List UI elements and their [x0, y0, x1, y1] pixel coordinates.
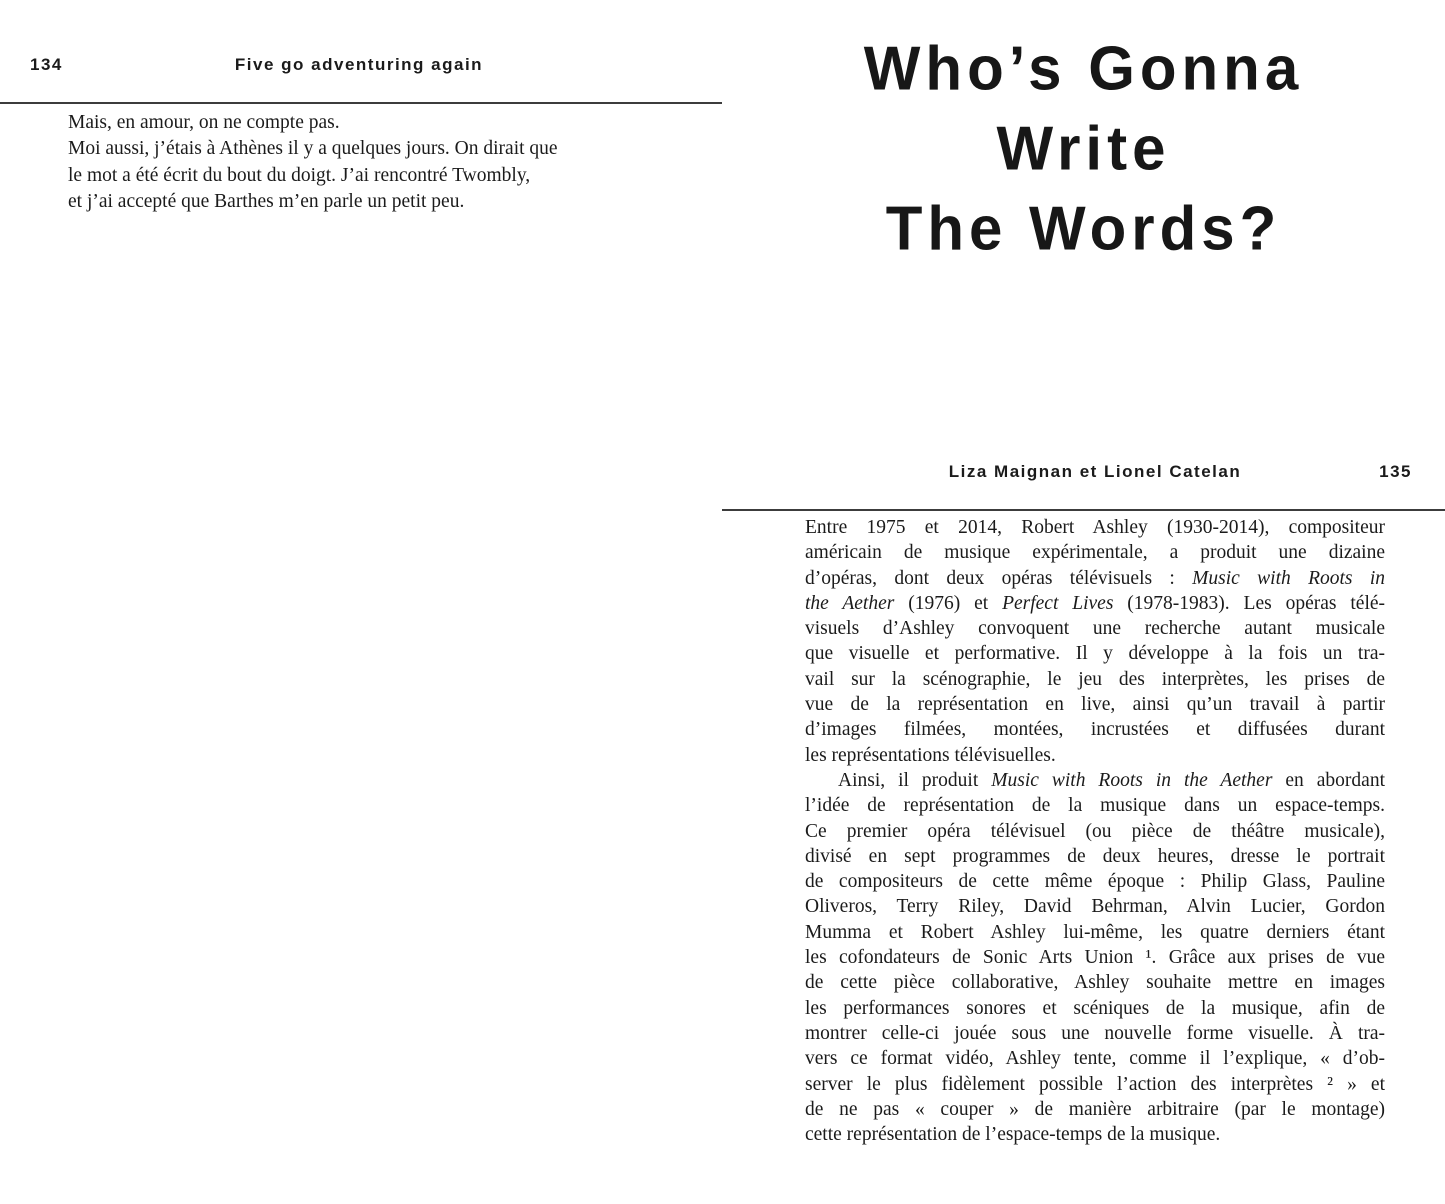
body-line: the Aether (1976) et Perfect Lives (1978-1983). Les opéras télé- — [805, 592, 1386, 614]
body-line: et j’ai accepté que Barthes m’en parle un petit peu. — [68, 191, 465, 213]
body-line: d’opéras, dont deux opéras télévisuels : Music with Roots in — [805, 567, 1385, 589]
running-head: Five go adventuring again — [234, 55, 484, 74]
body-line: que visuelle et performative. Il y développe à la fois un tra- — [805, 643, 1385, 665]
left-page-number: 134 — [30, 55, 63, 74]
body-line: Moi aussi, j’étais à Athènes il y a quelques jours. On dirait que — [68, 138, 558, 160]
body-line: les représentations télévisuelles. — [805, 744, 1056, 766]
body-line: Entre 1975 et 2014, Robert Ashley (1930-2014), compositeur — [805, 517, 1385, 538]
body-line: de compositeurs de cette même époque : Philip Glass, Pauline — [805, 871, 1385, 893]
paragraph — [805, 768, 1385, 1147]
body-line: visuels d’Ashley convoquent une recherche autant musicale — [805, 618, 1385, 640]
article-title — [722, 28, 1445, 268]
body-line: vail sur la scénographie, le jeu des interprètes, les prises de — [805, 668, 1385, 690]
paragraph — [805, 515, 1385, 768]
body-line: Mais, en amour, on ne compte pas. — [68, 112, 340, 133]
body-line: vers ce format vidéo, Ashley tente, comme il l’explique, « d’ob- — [805, 1048, 1385, 1070]
title-line: Write — [996, 113, 1171, 183]
body-line: les cofondateurs de Sonic Arts Union ¹. Grâce aux prises de vue — [805, 947, 1385, 969]
right-page-number: 135 — [1379, 462, 1412, 481]
body-line: de ne pas « couper » de manière arbitraire (par le montage) — [805, 1098, 1385, 1120]
left-header-rule — [0, 102, 722, 104]
body-line: Ce premier opéra télévisuel (ou pièce de théâtre musicale), — [805, 820, 1385, 842]
title-line: Who’s Gonna — [863, 33, 1304, 103]
body-line: montrer celle-ci jouée sous une nouvelle forme visuelle. À tra- — [805, 1022, 1385, 1044]
byline: Liza Maignan et Lionel Catelan — [948, 462, 1242, 481]
right-body-text — [805, 515, 1385, 1147]
body-line: Oliveros, Terry Riley, David Behrman, Alvin Lucier, Gordon — [805, 896, 1385, 918]
left-body-text — [68, 110, 668, 216]
body-line: de cette pièce collaborative, Ashley souhaite mettre en images — [805, 972, 1385, 994]
body-line: Mumma et Robert Ashley lui-même, les quatre derniers étant — [805, 921, 1385, 943]
body-line: d’images filmées, montées, incrustées et diffusées durant — [805, 719, 1385, 741]
body-line: Ainsi, il produit Music with Roots in the Aether en abordant — [838, 769, 1385, 791]
body-line: server le plus fidèlement possible l’action des interprètes ² » et — [805, 1073, 1385, 1095]
right-header-rule — [722, 509, 1445, 511]
body-line: les performances sonores et scéniques de la musique, afin de — [805, 997, 1385, 1019]
title-line: The Words? — [885, 193, 1282, 264]
body-line: vue de la représentation en live, ainsi qu’un travail à partir — [805, 694, 1385, 716]
body-line: l’idée de représentation de la musique dans un espace-temps. — [805, 795, 1385, 817]
body-line: cette représentation de l’espace-temps de la musique. — [805, 1124, 1221, 1146]
body-line: le mot a été écrit du bout du doigt. J’ai rencontré Twombly, — [68, 164, 531, 186]
body-line: américain de musique expérimentale, a produit une dizaine — [805, 542, 1385, 564]
body-line: divisé en sept programmes de deux heures, dresse le portrait — [805, 845, 1385, 867]
